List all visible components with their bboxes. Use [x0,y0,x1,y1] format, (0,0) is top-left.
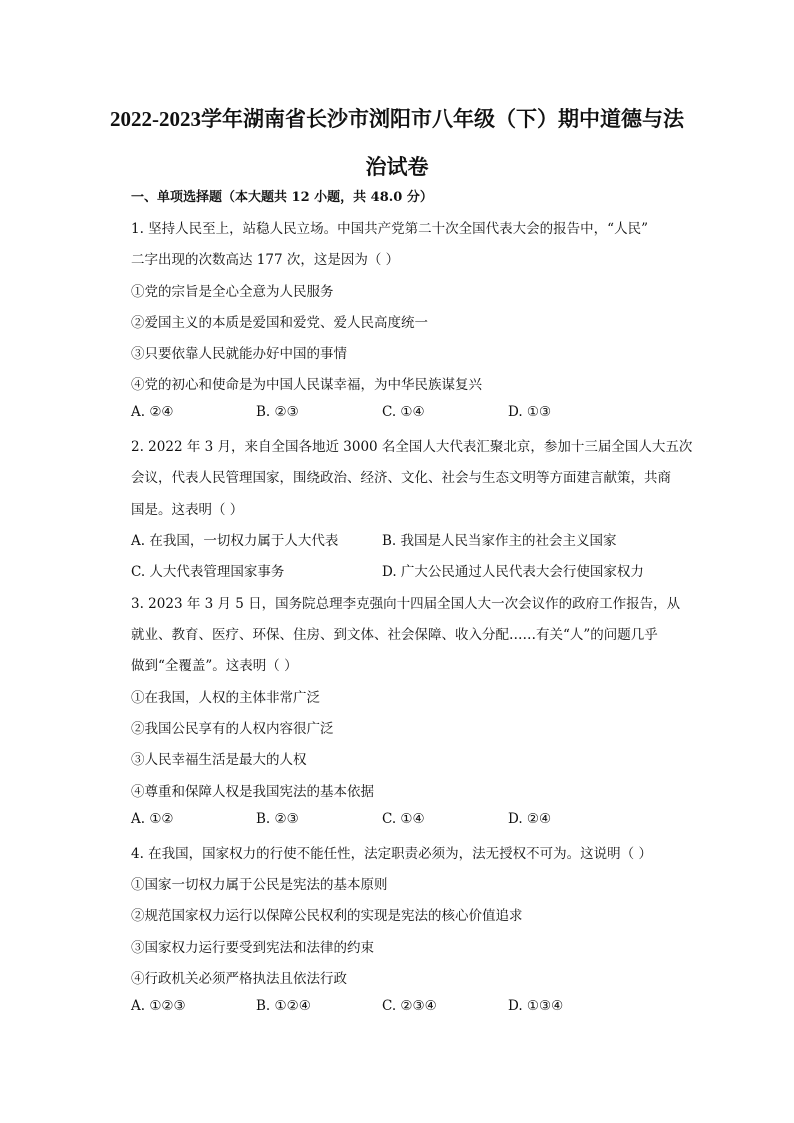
q1-statement-3: ③只要依靠人民就能办好中国的事情 [131,346,347,362]
q2-option-c: C. 人大代表管理国家事务 [131,564,285,580]
q3-option-b: B. ②③ [256,811,299,827]
q3-option-c: C. ①④ [382,811,425,827]
q4-statement-1: ①国家一切权力属于公民是宪法的基本原则 [131,877,388,893]
q1-stem-line-1: 1. 坚持人民至上，站稳人民立场。中国共产党第二十次全国代表大会的报告中，“人民” [131,221,648,237]
q4-statement-2: ②规范国家权力运行以保障公民权利的实现是宪法的核心价值追求 [131,908,523,924]
title-line-1: 2022-2023学年湖南省长沙市浏阳市八年级（下）期中道德与法 [110,107,684,131]
q3-option-d: D. ②④ [508,811,552,827]
q3-statement-4: ④尊重和保障人权是我国宪法的基本依据 [131,784,374,800]
q1-statement-1: ①党的宗旨是全心全意为人民服务 [131,284,334,300]
q3-statement-3: ③人民幸福生活是最大的人权 [131,752,307,768]
q4-statement-3: ③国家权力运行要受到宪法和法律的约束 [131,940,374,956]
q3-statement-1: ①在我国，人权的主体非常广泛 [131,690,320,706]
q2-stem-line-1: 2. 2022 年 3 月，来自全国各地近 3000 名全国人大代表汇聚北京，参加十三届全国人大五次 [131,439,693,455]
q2-option-b: B. 我国是人民当家作主的社会主义国家 [382,533,617,549]
q2-stem-line-2: 会议，代表人民管理国家，围绕政治、经济、文化、社会与生态文明等方面建言献策，共商 [131,470,671,486]
q1-option-a: A. ②④ [131,404,174,420]
q4-option-a: A. ①②③ [131,998,186,1014]
exam-title [90,95,704,191]
q1-option-c: C. ①④ [382,404,425,420]
q3-option-a: A. ①② [131,811,174,827]
q2-option-d: D. 广大公民通过人民代表大会行使国家权力 [382,564,644,580]
q1-stem-line-2: 二字出现的次数高达 177 次，这是因为（ ） [131,252,400,268]
q3-stem-line-1: 3. 2023 年 3 月 5 日，国务院总理李克强向十四届全国人大一次会议作的政府工作报告，从 [131,596,681,612]
title-line-2: 治试卷 [365,155,429,179]
q4-statement-4: ④行政机关必须严格执法且依法行政 [131,971,347,987]
q2-option-a: A. 在我国，一切权力属于人大代表 [131,533,339,549]
q2-stem-line-3: 国是。这表明（ ） [131,502,244,518]
q3-stem-line-2: 就业、教育、医疗、环保、住房、到文体、社会保障、收入分配……有关“人”的问题几乎 [131,627,658,643]
q3-stem-line-3: 做到“全覆盖”。这表明（ ） [131,658,298,674]
q4-option-b: B. ①②④ [256,998,311,1014]
q1-statement-2: ②爱国主义的本质是爱国和爱党、爱人民高度统一 [131,315,428,331]
q1-statement-4: ④党的初心和使命是为中国人民谋幸福，为中华民族谋复兴 [131,377,482,393]
q4-option-d: D. ①③④ [508,998,564,1014]
q4-stem-line-1: 4. 在我国，国家权力的行使不能任性，法定职责必须为，法无授权不可为。这说明（ ） [131,846,652,862]
section-heading: 一、单项选择题（本大题共 12 小题，共 48.0 分） [131,190,433,205]
q1-option-b: B. ②③ [256,404,299,420]
q3-statement-2: ②我国公民享有的人权内容很广泛 [131,721,334,737]
q4-option-c: C. ②③④ [382,998,437,1014]
q1-option-d: D. ①③ [508,404,552,420]
